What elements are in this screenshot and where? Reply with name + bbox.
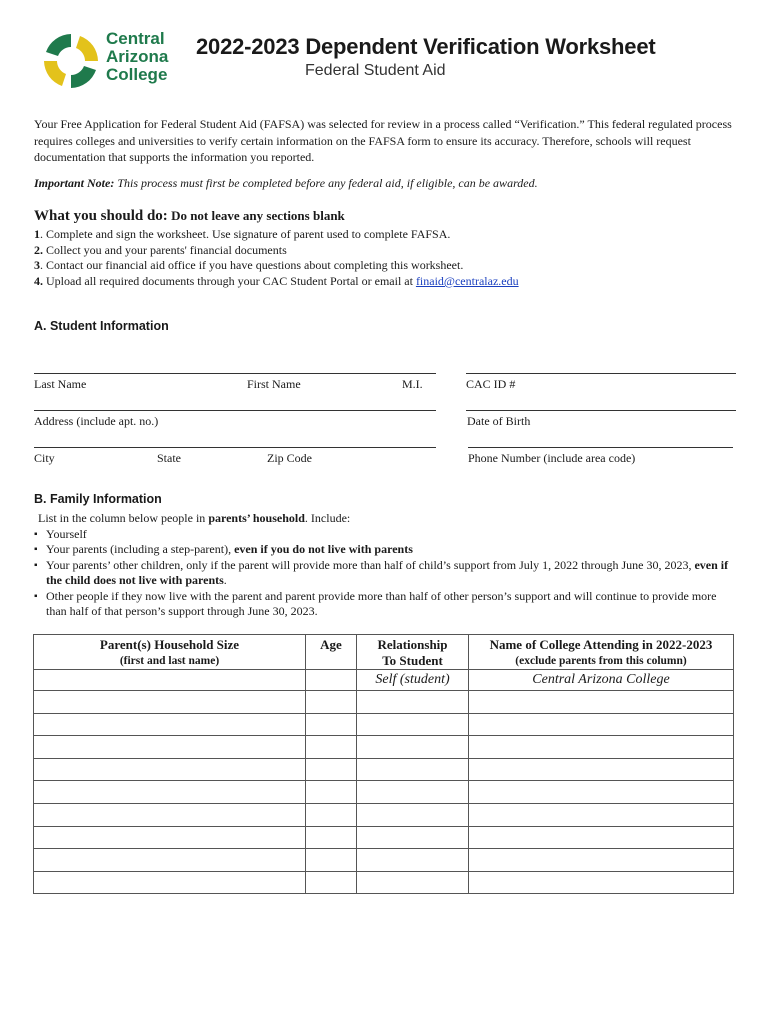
state-label: State [157,451,181,465]
page-title: 2022-2023 Dependent Verification Worksheet [196,34,656,59]
last-name-label: Last Name [34,377,87,391]
age-cell[interactable] [306,803,357,826]
email-link[interactable]: finaid@centralaz.edu [415,273,519,288]
intro-paragraph: Your Free Application for Federal Student Aid (FAFSA) was selected for review in a process called “Verification.” This federal regulated process requires colleges and universities to verify certain information on the FAFSA form to ensure its accuracy. Therefore, schools will request documentation that supports the information you reported. [34,117,732,164]
age-cell[interactable] [306,713,357,736]
name-field-line[interactable] [34,373,436,374]
table-row [34,736,734,759]
relationship-cell[interactable] [357,803,469,826]
age-cell[interactable] [306,670,357,691]
college-cell[interactable] [469,736,734,759]
household-name-cell[interactable] [34,736,306,759]
relationship-cell[interactable] [357,713,469,736]
age-cell[interactable] [306,758,357,781]
age-cell[interactable] [306,849,357,872]
important-note-text: This process must first be completed before any federal aid, if eligible, can be awarded. [114,176,538,190]
city-state-zip-field-line[interactable] [34,447,436,448]
college-cell[interactable] [469,713,734,736]
age-cell[interactable] [306,826,357,849]
city-label: City [34,451,55,465]
table-row [34,670,734,691]
list-item: ▪ Yourself [34,527,734,543]
relationship-cell[interactable] [357,849,469,872]
list-item: ▪ Your parents’ other children, only if the parent will provide more than half of child’s support from July 1, 2022 through June 30, 2023, even if the child does not live with parents. [34,558,734,589]
dob-label: Date of Birth [467,414,531,428]
relationship-cell[interactable] [357,736,469,759]
college-cell[interactable]: Central Arizona College [469,670,734,691]
phone-field-line[interactable] [468,447,733,448]
step-item: 2. Collect you and your parents' financial documents [34,242,287,257]
list-item: ▪ Other people if they now live with the parent and parent provide more than half of other person’s support and will continue to provide more than half of that person’s support through June 30, 2023. [34,589,734,620]
important-note [34,175,734,192]
age-cell[interactable] [306,871,357,894]
table-header-row [34,635,734,670]
household-name-cell[interactable] [34,849,306,872]
college-cell[interactable] [469,803,734,826]
family-bullet-list [34,527,734,621]
relationship-cell[interactable] [357,691,469,714]
col-relationship-header: Relationship To Student [357,635,469,670]
zip-label: Zip Code [267,451,312,465]
relationship-cell[interactable]: Self (student) [357,670,469,691]
table-row [34,781,734,804]
table-row [34,826,734,849]
college-cell[interactable] [469,871,734,894]
list-item: ▪ Your parents (including a step-parent), even if you do not live with parents [34,542,734,558]
household-name-cell[interactable] [34,691,306,714]
household-name-cell[interactable] [34,803,306,826]
step-item: 4. Upload all required documents through your CAC Student Portal or email at finaid@centralaz.edu [34,273,519,288]
family-instructions [34,510,734,620]
section-a-title: A. Student Information [34,319,169,333]
age-cell[interactable] [306,691,357,714]
first-name-label: First Name [247,377,301,391]
relationship-cell[interactable] [357,758,469,781]
table-row [34,691,734,714]
address-field-line[interactable] [34,410,436,411]
col-college-header: Name of College Attending in 2022-2023 (exclude parents from this column) [469,635,734,670]
relationship-cell[interactable] [357,871,469,894]
instructions-heading: What you should do: Do not leave any sections blank [34,208,345,224]
college-cell[interactable] [469,826,734,849]
cac-id-label: CAC ID # [466,377,516,391]
col-household-header: Parent(s) Household Size (first and last name) [34,635,306,670]
college-cell[interactable] [469,758,734,781]
college-logo [36,26,186,96]
college-cell[interactable] [469,691,734,714]
relationship-cell[interactable] [357,781,469,804]
college-cell[interactable] [469,849,734,872]
family-intro: List in the column below people in parents’ household. Include: [38,511,351,525]
section-b-title: B. Family Information [34,492,162,506]
table-row [34,849,734,872]
age-cell[interactable] [306,781,357,804]
phone-label: Phone Number (include area code) [468,451,636,465]
age-cell[interactable] [306,736,357,759]
logo-emblem-icon [40,30,102,92]
household-name-cell[interactable] [34,826,306,849]
table-row [34,871,734,894]
household-name-cell[interactable] [34,713,306,736]
household-name-cell[interactable] [34,871,306,894]
relationship-cell[interactable] [357,826,469,849]
important-note-label: Important Note: [34,176,115,190]
address-label: Address (include apt. no.) [34,414,159,428]
cac-id-field-line[interactable] [466,373,736,374]
step-item: 1. Complete and sign the worksheet. Use signature of parent used to complete FAFSA. [34,227,451,241]
instructions-list [34,227,734,289]
logo-wordmark: Central Arizona College [106,29,169,84]
household-name-cell[interactable] [34,758,306,781]
dob-field-line[interactable] [466,410,736,411]
household-name-cell[interactable] [34,781,306,804]
page-subtitle: Federal Student Aid [305,62,446,79]
table-row [34,758,734,781]
col-age-header: Age [306,635,357,670]
college-cell[interactable] [469,781,734,804]
step-item: 3. Contact our financial aid office if you have questions about completing this worksheet. [34,258,464,273]
mi-label: M.I. [402,377,423,391]
household-name-cell[interactable] [34,670,306,691]
household-table [33,634,734,894]
table-row [34,803,734,826]
table-row [34,713,734,736]
